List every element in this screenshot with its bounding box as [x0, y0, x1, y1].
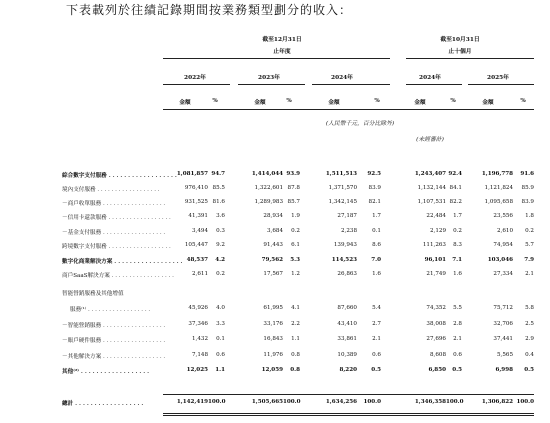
- cell-pct-2024: 0.1: [372, 228, 381, 234]
- col-amount-2023: 金額: [254, 100, 266, 106]
- cell-amount-2024-10m: 6,850: [428, 367, 446, 373]
- cell-amount-2024: 2,238: [340, 228, 357, 234]
- cell-amount-2023: 33,176: [263, 321, 283, 327]
- cell-pct-2023: 1.1: [291, 336, 300, 342]
- leader-dots: . . . . . . . . . . . . . . . . . .: [112, 259, 183, 265]
- col-amount-2024: 金額: [328, 100, 340, 106]
- cell-amount-2025-10m: 103,046: [487, 257, 513, 263]
- col-amount-2025-ten-months: 金額: [482, 100, 494, 106]
- cell-amount-2022: 931,525: [184, 199, 208, 205]
- row-label: 綜合數字支付服務: [62, 173, 107, 179]
- cell-amount-2024: 1,342,145: [328, 199, 357, 205]
- cell-pct-2023: 6.1: [291, 242, 300, 248]
- cell-pct-2024: 2.7: [372, 321, 381, 327]
- cell-pct-2024: 83.9: [368, 185, 381, 191]
- col-amount-2024-ten-months: 金額: [414, 100, 426, 106]
- table-row: [0, 185, 550, 197]
- cell-pct-2024-10m: 1.7: [453, 213, 462, 219]
- cell-amount-2022: 105,447: [184, 242, 208, 248]
- col-pct-2023: %: [286, 98, 292, 104]
- row-label: －基金支付服務: [62, 230, 102, 236]
- cell-pct-2024: 5.4: [372, 305, 381, 311]
- year-rule-2023: [238, 84, 305, 85]
- cell-amount-2024: 33,861: [337, 336, 357, 342]
- cell-amount-2023: 79,562: [261, 257, 283, 263]
- header-group1-title: 截至12月31日: [262, 37, 302, 43]
- cell-pct-2022: 3.3: [216, 321, 225, 327]
- cell-pct-2025-10m: 0.5: [524, 367, 534, 373]
- cell-amount-2024: 1,634,256: [325, 399, 357, 405]
- cell-pct-2023: 5.3: [290, 257, 300, 263]
- subheader-rule: [163, 109, 534, 110]
- cell-pct-2024-10m: 2.1: [453, 336, 462, 342]
- header-group2-sub: 止十個月: [448, 49, 472, 55]
- cell-amount-2025-10m: 74,954: [493, 242, 513, 248]
- cell-amount-2024-10m: 27,696: [426, 336, 446, 342]
- cell-pct-2022: 1.1: [215, 367, 225, 373]
- cell-pct-2025-10m: 7.9: [524, 257, 534, 263]
- table-row: [0, 399, 550, 411]
- year-rule-2025-ten-months: [468, 84, 534, 85]
- cell-pct-2025-10m: 2.5: [525, 321, 534, 327]
- cell-pct-2022: 3.6: [216, 213, 225, 219]
- cell-pct-2022: 4.0: [216, 305, 225, 311]
- cell-amount-2024: 43,410: [337, 321, 357, 327]
- row-label: －商戶收單服務: [62, 201, 102, 207]
- cell-amount-2024: 139,943: [333, 242, 357, 248]
- intro-text: 下表載列於往績記錄期間按業務類型劃分的收入：: [66, 3, 353, 17]
- leader-dots: . . . . . . . . . . . . . . . . . .: [101, 323, 166, 329]
- cell-pct-2023: 0.8: [290, 367, 300, 373]
- table-row: [0, 242, 550, 254]
- cell-pct-2024-10m: 2.8: [453, 321, 462, 327]
- total-top-rule: [163, 394, 534, 395]
- cell-amount-2022: 7,148: [191, 352, 208, 358]
- row-label: 服務⁽¹⁾: [70, 307, 87, 313]
- cell-pct-2023: 0.8: [291, 352, 300, 358]
- cell-pct-2024: 2.1: [372, 336, 381, 342]
- total-bottom-rule-2: [163, 415, 534, 416]
- cell-pct-2022: 4.2: [215, 257, 225, 263]
- unit-note: (人民幣千元，百分比除外): [325, 121, 395, 127]
- table-row: [0, 199, 550, 211]
- cell-pct-2024: 1.7: [372, 213, 381, 219]
- cell-amount-2022: 3,494: [191, 228, 208, 234]
- table-row: [0, 271, 550, 283]
- cell-pct-2022: 0.6: [216, 352, 225, 358]
- cell-pct-2022: 100.0: [208, 399, 226, 405]
- leader-dots: . . . . . . . . . . . . . . . . . .: [109, 273, 174, 279]
- row-label: 跨境數字支付服務: [62, 244, 107, 250]
- cell-amount-2024-10m: 1,107,531: [417, 199, 446, 205]
- year-rule-2022: [163, 84, 230, 85]
- col-pct-2022: %: [212, 98, 218, 104]
- table-row: [0, 321, 550, 333]
- cell-amount-2025-10m: 27,334: [493, 271, 513, 277]
- cell-amount-2025-10m: 2,610: [496, 228, 513, 234]
- cell-pct-2024: 8.6: [372, 242, 381, 248]
- cell-amount-2023: 1,289,983: [254, 199, 283, 205]
- cell-pct-2024: 100.0: [363, 399, 381, 405]
- leader-dots: . . . . . . . . . . . . . . . . . .: [101, 201, 166, 207]
- cell-amount-2024-10m: 38,008: [426, 321, 446, 327]
- cell-pct-2024-10m: 1.6: [453, 271, 462, 277]
- cell-amount-2023: 16,843: [263, 336, 283, 342]
- cell-amount-2025-10m: 75,712: [493, 305, 513, 311]
- cell-amount-2023: 28,934: [263, 213, 283, 219]
- cell-pct-2022: 94.7: [211, 171, 225, 177]
- cell-pct-2022: 85.5: [212, 185, 225, 191]
- cell-pct-2022: 81.6: [212, 199, 225, 205]
- cell-pct-2025-10m: 91.6: [520, 171, 534, 177]
- cell-amount-2024-10m: 1,132,144: [417, 185, 446, 191]
- cell-amount-2022: 45,926: [188, 305, 208, 311]
- cell-amount-2023: 11,976: [263, 352, 283, 358]
- cell-pct-2025-10m: 0.4: [525, 352, 534, 358]
- cell-amount-2023: 1,322,601: [254, 185, 283, 191]
- cell-pct-2023: 1.2: [291, 271, 300, 277]
- year-2024-ten-months: 2024年: [419, 75, 441, 81]
- cell-amount-2023: 1,414,044: [251, 171, 283, 177]
- leader-dots: . . . . . . . . . . . . . . . . . .: [106, 244, 171, 250]
- col-amount-2022: 金額: [179, 100, 191, 106]
- cell-pct-2022: 9.2: [216, 242, 225, 248]
- row-label: －其他解決方案: [62, 354, 102, 360]
- cell-pct-2023: 93.9: [286, 171, 300, 177]
- row-label: 商戶SaaS解決方案: [62, 273, 110, 279]
- row-label: 其他⁽²⁾: [62, 369, 79, 375]
- table-row: [0, 352, 550, 364]
- cell-amount-2023: 12,059: [261, 367, 283, 373]
- cell-amount-2024-10m: 111,263: [422, 242, 446, 248]
- cell-pct-2025-10m: 83.9: [521, 199, 534, 205]
- header-rule-group1: [163, 58, 390, 59]
- row-label: －賬戶硬件服務: [62, 338, 102, 344]
- cell-pct-2025-10m: 85.9: [521, 185, 534, 191]
- cell-amount-2024-10m: 8,608: [429, 352, 446, 358]
- cell-pct-2022: 0.3: [216, 228, 225, 234]
- year-rule-2024-ten-months: [406, 84, 462, 85]
- cell-amount-2025-10m: 32,706: [493, 321, 513, 327]
- cell-pct-2024-10m: 5.5: [453, 305, 462, 311]
- cell-pct-2023: 1.9: [291, 213, 300, 219]
- leader-dots: . . . . . . . . . . . . . . . . . .: [78, 369, 150, 375]
- cell-amount-2025-10m: 1,306,822: [481, 399, 513, 405]
- cell-pct-2025-10m: 1.8: [525, 213, 534, 219]
- table-row: [0, 367, 550, 379]
- cell-amount-2025-10m: 5,565: [496, 352, 513, 358]
- row-label: 數字化商業解決方案: [62, 259, 113, 265]
- cell-amount-2022: 37,346: [188, 321, 208, 327]
- cell-amount-2024-10m: 2,129: [429, 228, 446, 234]
- cell-pct-2023: 4.1: [291, 305, 300, 311]
- row-label: 總計: [62, 401, 74, 407]
- col-pct-2025-ten-months: %: [520, 98, 526, 104]
- cell-amount-2022: 976,410: [184, 185, 208, 191]
- cell-pct-2023: 87.8: [287, 185, 300, 191]
- cell-pct-2025-10m: 5.8: [525, 305, 534, 311]
- cell-pct-2024: 7.0: [371, 257, 381, 263]
- leader-dots: . . . . . . . . . . . . . . . . . .: [86, 307, 151, 313]
- cell-amount-2025-10m: 1,196,778: [481, 171, 513, 177]
- table-row: [0, 289, 550, 301]
- cell-pct-2022: 0.1: [216, 336, 225, 342]
- table-row: [0, 257, 550, 269]
- cell-pct-2023: 2.2: [291, 321, 300, 327]
- cell-pct-2024-10m: 82.2: [449, 199, 462, 205]
- cell-pct-2024-10m: 0.5: [452, 367, 462, 373]
- leader-dots: . . . . . . . . . . . . . . . . . .: [95, 187, 160, 193]
- header-rule-group2: [406, 58, 534, 59]
- cell-pct-2024-10m: 84.1: [449, 185, 462, 191]
- cell-amount-2024-10m: 22,484: [426, 213, 446, 219]
- cell-pct-2024: 0.6: [372, 352, 381, 358]
- cell-amount-2024: 10,389: [337, 352, 357, 358]
- cell-pct-2022: 0.2: [216, 271, 225, 277]
- cell-amount-2023: 1,505,665: [251, 399, 283, 405]
- leader-dots: . . . . . . . . . . . . . . . . . .: [106, 215, 171, 221]
- cell-pct-2025-10m: 0.2: [525, 228, 534, 234]
- cell-pct-2024-10m: 0.6: [453, 352, 462, 358]
- leader-dots: . . . . . . . . . . . . . . . . . .: [101, 230, 166, 236]
- cell-pct-2024: 0.5: [371, 367, 381, 373]
- cell-pct-2023: 100.0: [283, 399, 301, 405]
- row-label: －智能營銷服務: [62, 323, 102, 329]
- header-group1-sub: 止年度: [273, 49, 291, 55]
- cell-amount-2023: 17,567: [263, 271, 283, 277]
- cell-pct-2024-10m: 7.1: [452, 257, 462, 263]
- cell-pct-2024-10m: 8.3: [453, 242, 462, 248]
- cell-amount-2023: 61,995: [263, 305, 283, 311]
- col-pct-2024-ten-months: %: [450, 98, 456, 104]
- cell-amount-2025-10m: 1,095,658: [484, 199, 513, 205]
- cell-amount-2023: 3,684: [266, 228, 283, 234]
- cell-amount-2024: 1,511,513: [325, 171, 357, 177]
- year-2024: 2024年: [331, 75, 353, 81]
- cell-amount-2024-10m: 21,749: [426, 271, 446, 277]
- cell-amount-2023: 91,443: [263, 242, 283, 248]
- row-label: －信用卡還款服務: [62, 215, 107, 221]
- leader-dots: . . . . . . . . . . . . . . . . . .: [106, 173, 177, 179]
- cell-amount-2024: 8,220: [339, 367, 357, 373]
- leader-dots: . . . . . . . . . . . . . . . . . .: [101, 354, 166, 360]
- cell-amount-2024-10m: 74,352: [426, 305, 446, 311]
- cell-amount-2022: 41,391: [188, 213, 208, 219]
- cell-pct-2024-10m: 0.2: [453, 228, 462, 234]
- table-row: [0, 228, 550, 240]
- cell-amount-2022: 1,081,857: [176, 171, 208, 177]
- cell-amount-2024: 114,523: [331, 257, 357, 263]
- leader-dots: . . . . . . . . . . . . . . . . . .: [73, 401, 144, 407]
- cell-amount-2022: 12,025: [186, 367, 208, 373]
- cell-amount-2024: 1,371,570: [328, 185, 357, 191]
- cell-pct-2024-10m: 100.0: [446, 399, 464, 405]
- leader-dots: . . . . . . . . . . . . . . . . . .: [101, 338, 166, 344]
- cell-amount-2025-10m: 6,998: [495, 367, 513, 373]
- cell-amount-2024: 87,660: [337, 305, 357, 311]
- cell-pct-2024: 82.1: [368, 199, 381, 205]
- cell-pct-2024: 1.6: [372, 271, 381, 277]
- year-2022: 2022年: [184, 75, 206, 81]
- col-pct-2024: %: [374, 98, 380, 104]
- cell-amount-2024-10m: 1,346,358: [414, 399, 446, 405]
- cell-amount-2024: 27,187: [337, 213, 357, 219]
- header-group2-title: 截至10月31日: [440, 37, 480, 43]
- cell-amount-2022: 48,537: [186, 257, 208, 263]
- cell-pct-2025-10m: 2.1: [525, 271, 534, 277]
- year-rule-2024: [312, 84, 390, 85]
- cell-pct-2025-10m: 100.0: [516, 399, 534, 405]
- cell-pct-2023: 0.2: [291, 228, 300, 234]
- table-row: [0, 305, 550, 317]
- year-2025-ten-months: 2025年: [487, 75, 509, 81]
- cell-amount-2024-10m: 96,101: [424, 257, 446, 263]
- table-row: [0, 336, 550, 348]
- cell-pct-2025-10m: 5.7: [525, 242, 534, 248]
- total-bottom-rule-1: [163, 413, 534, 414]
- cell-amount-2022: 2,611: [191, 271, 208, 277]
- table-row: [0, 171, 550, 183]
- unaudited-note: (未經審計): [416, 137, 444, 143]
- cell-amount-2022: 1,142,419: [176, 399, 208, 405]
- cell-amount-2024: 26,863: [337, 271, 357, 277]
- cell-pct-2024: 92.5: [367, 171, 381, 177]
- cell-pct-2023: 85.7: [287, 199, 300, 205]
- cell-amount-2025-10m: 1,121,824: [484, 185, 513, 191]
- cell-amount-2024-10m: 1,243,407: [414, 171, 446, 177]
- row-label: 智能營銷服務及其他增值: [62, 291, 124, 297]
- row-label: 境內支付服務: [62, 187, 96, 193]
- cell-pct-2025-10m: 2.9: [525, 336, 534, 342]
- cell-pct-2024-10m: 92.4: [448, 171, 462, 177]
- year-2023: 2023年: [258, 75, 280, 81]
- cell-amount-2025-10m: 23,556: [493, 213, 513, 219]
- cell-amount-2025-10m: 37,441: [493, 336, 513, 342]
- cell-amount-2022: 1,432: [191, 336, 208, 342]
- table-row: [0, 213, 550, 225]
